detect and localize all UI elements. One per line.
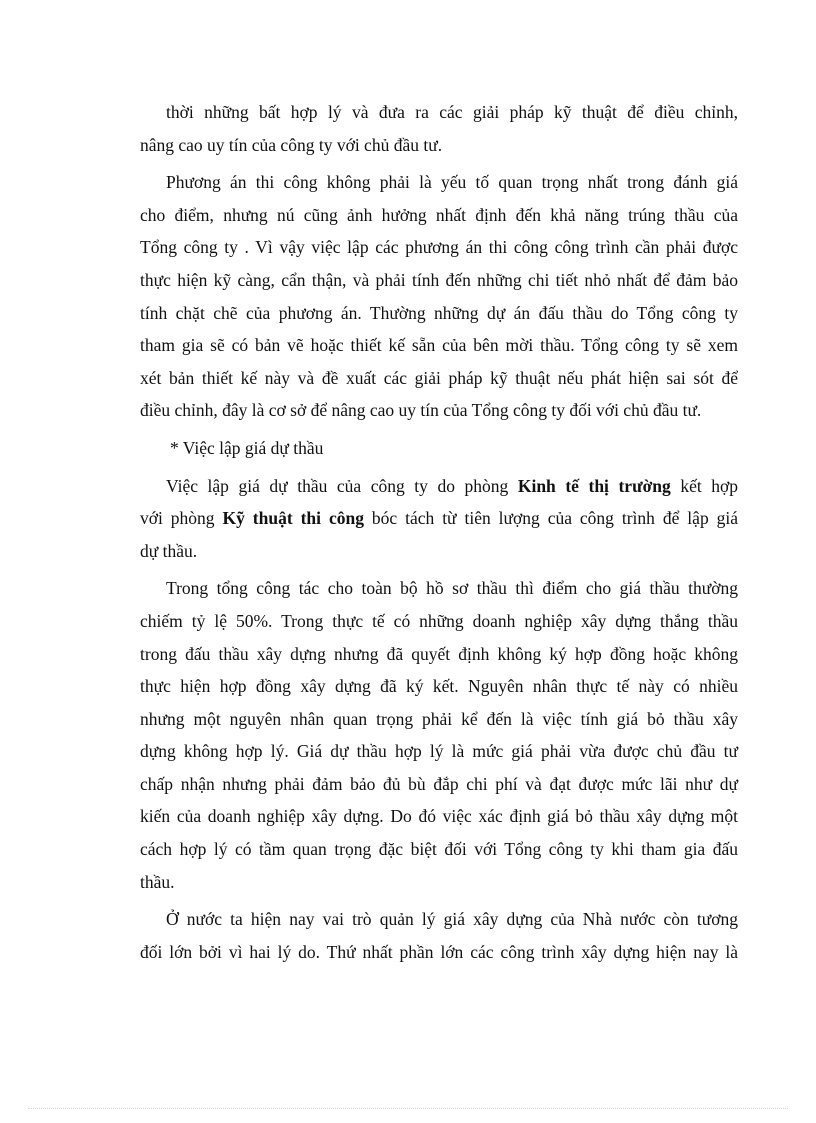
text-line: xét bản thiết kế này và đề xuất các giải pháp kỹ thuật nếu phát hiện sai sót để xyxy=(140,367,738,388)
text-line: chiếm tỷ lệ 50%. Trong thực tế có những doanh nghiệp xây dựng thắng thầu xyxy=(140,610,738,631)
text-line: chấp nhận nhưng phải đảm bảo đủ bù đắp chi phí và đạt được mức lãi như dự xyxy=(140,773,738,794)
text-line: thực hiện hợp đồng xây dựng đã ký kết. Nguyên nhân thực tế này có nhiều xyxy=(140,676,738,697)
text-line: Trong tổng công tác cho toàn bộ hồ sơ thầu thì điểm cho giá thầu thường xyxy=(166,578,738,599)
paragraph-continuation xyxy=(140,96,738,161)
text-line: dựng không hợp lý. Giá dự thầu hợp lý là mức giá phải vừa được chủ đầu tư xyxy=(140,741,738,762)
text-line: trong đấu thầu xây dựng nhưng đã quyết định không ký hợp đồng hoặc không xyxy=(140,643,738,664)
text-line xyxy=(140,470,738,503)
heading-text: * Việc lập giá dự thầu xyxy=(170,437,324,458)
text-line: đối lớn bởi vì hai lý do. Thứ nhất phần lớn các công trình xây dựng hiện nay là xyxy=(140,941,738,962)
text-line: Phương án thi công không phải là yếu tố quan trọng nhất trong đánh giá xyxy=(166,172,738,193)
text-run: bóc tách từ tiên lượng của công trình để lập giá xyxy=(371,508,739,529)
paragraph-state-role xyxy=(140,903,738,968)
text-run: kết hợp xyxy=(680,475,739,496)
body-text xyxy=(140,96,738,968)
text-line: nâng cao uy tín của công ty với chủ đầu tư. xyxy=(140,134,443,155)
text-line: thực hiện kỹ càng, cẩn thận, và phải tính đến những chi tiết nhỏ nhất để đảm bảo xyxy=(140,269,738,290)
text-line: điều chỉnh, đây là cơ sở để nâng cao uy tín của Tổng công ty đối với chủ đầu tư. xyxy=(140,400,702,421)
text-line xyxy=(140,502,738,535)
text-line: cho điểm, nhưng nú cũng ảnh hưởng nhất định đến khả năng trúng thầu của xyxy=(140,204,738,225)
page-bottom-divider xyxy=(28,1108,788,1109)
text-line: thầu. xyxy=(140,871,175,892)
text-line: Tổng công ty . Vì vậy việc lập các phương án thi công công trình cần phải được xyxy=(140,237,738,258)
department-name-bold: Kỹ thuật thi công xyxy=(222,508,364,529)
text-run: Việc lập giá dự thầu của công ty do phòng xyxy=(166,475,509,496)
paragraph-construction-plan xyxy=(140,166,738,427)
section-heading xyxy=(140,432,738,465)
text-line: tham gia sẽ có bản vẽ hoặc thiết kế sẵn của bên mời thầu. Tổng công ty sẽ xem xyxy=(140,335,738,356)
text-line: Ở nước ta hiện nay vai trò quản lý giá xây dựng của Nhà nước còn tương xyxy=(166,909,738,930)
text-line: cách hợp lý có tầm quan trọng đặc biệt đối với Tổng công ty khi tham gia đấu xyxy=(140,839,738,860)
paragraph-bid-pricing xyxy=(140,470,738,568)
text-line: thời những bất hợp lý và đưa ra các giải pháp kỹ thuật để điều chỉnh, xyxy=(166,102,738,122)
text-run: với phòng xyxy=(140,508,215,529)
text-line: tính chặt chẽ của phương án. Thường những dự án đấu thầu do Tổng công ty xyxy=(140,302,738,323)
department-name-bold: Kinh tế thị trường xyxy=(517,475,671,496)
text-line: nhưng một nguyên nhân quan trọng phải kể đến là việc tính giá bỏ thầu xây xyxy=(140,708,738,729)
paragraph-bid-price-importance xyxy=(140,572,738,898)
text-line: dự thầu. xyxy=(140,540,198,561)
text-line: kiến của doanh nghiệp xây dựng. Do đó việc xác định giá bỏ thầu xây dựng một xyxy=(140,806,738,827)
